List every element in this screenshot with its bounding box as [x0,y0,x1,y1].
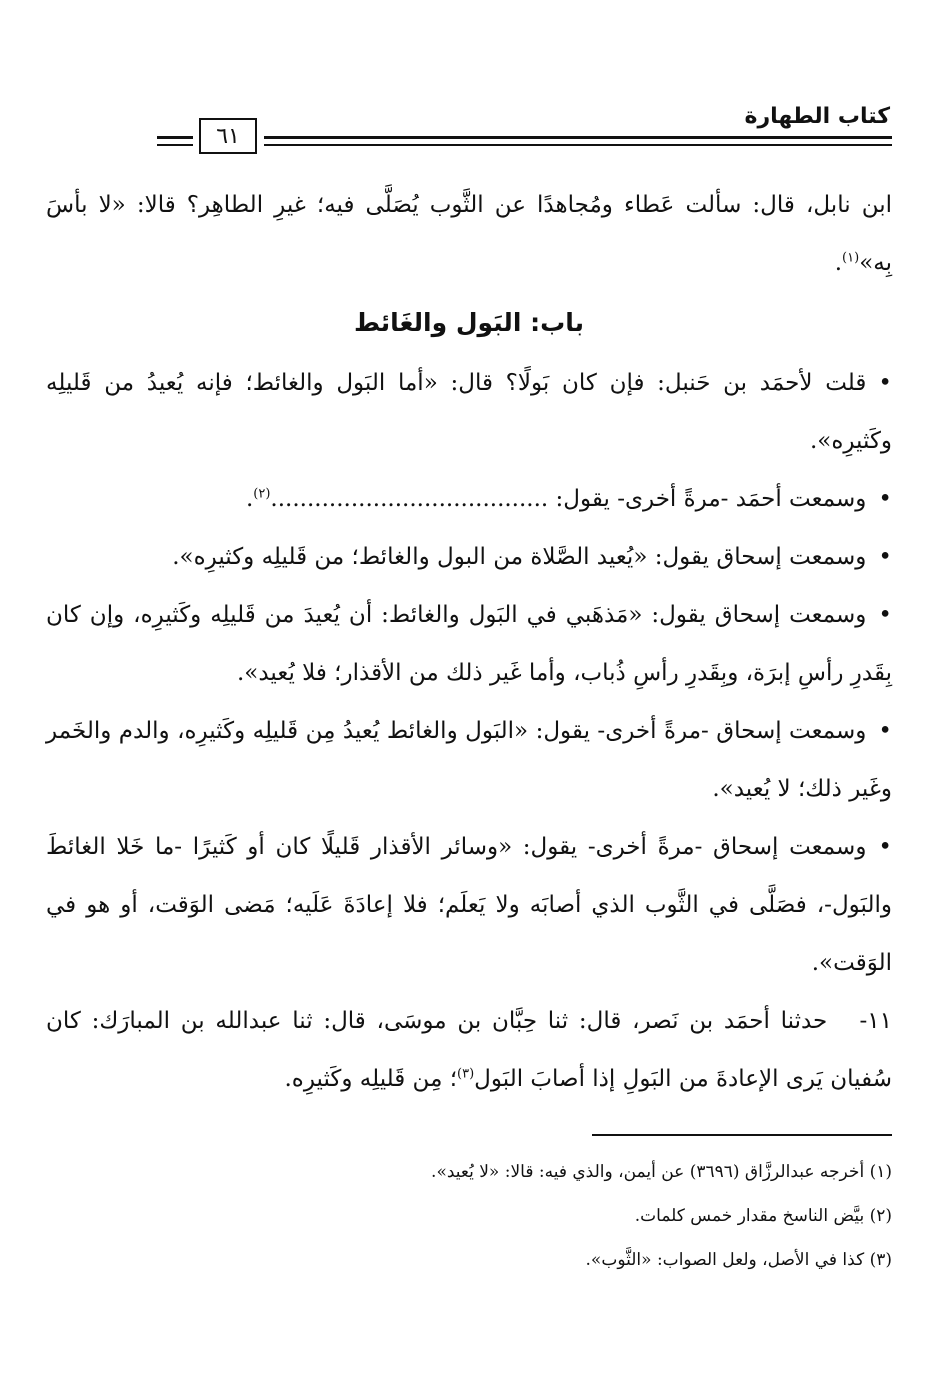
paragraph: ١١- حدثنا أحمَد بن نَصر، قال: ثنا حِبَّان بن موسَى، قال: ثنا عبدالله بن المبارَك: كان سُفيان يَرى الإعادةَ من البَولِ إذا أصابَ البَول$^{(٣)}$؛ مِن قَليلِه وكَثيرِه. [46,1008,892,1092]
paragraph: •وسمعت إسحاق يقول: «مَذهَبي في البَول والغائط: أن يُعيدَ من قَليلِه وكَثيرِه، وإن كان بِقَدرِ رأسِ إبرَة، وبِقَدرِ رأسِ ذُباب، وأما غَير ذلك من الأقذار؛ فلا يُعيد». [46,602,892,686]
bullet-icon: • [878,486,892,512]
bullet-icon: • [878,602,892,628]
section-heading: باب: البَول والغَائط [354,308,584,337]
footnote: (٣) كذا في الأصل، ولعل الصواب: «الثَّوب». [585,1250,892,1270]
footnote-ref: (٢) [253,486,271,502]
bullet-icon: • [878,370,892,396]
main-text [46,176,892,1108]
hadith-number: ١١- [859,1008,892,1034]
paragraph: •قلت لأحمَد بن حَنبل: فإن كان بَولًا؟ قال: «أما البَول والغائط؛ فإنه يُعيدُ من قَليلِه وكَثيرِه». [46,370,892,454]
page-number: ٦١ [199,118,257,154]
footnote-ref: (٣) [457,1066,475,1082]
paragraph: •وسمعت إسحاق يقول: «يُعيد الصَّلاة من البول والغائط؛ من قَليلِه وكثيرِه». [172,544,892,570]
header-rule [264,136,892,139]
footnote-separator [592,1134,892,1136]
paragraph: •وسمعت إسحاق -مرةً أخرى- يقول: «البَول والغائط يُعيدُ مِن قَليلِه وكَثيرِه، والدم والخَمر وغَير ذلك؛ لا يُعيد». [46,718,892,802]
bullet-icon: • [878,544,892,570]
header-rule [264,144,892,146]
paragraph: •وسمعت أحمَد -مرةً أخرى- يقول: ......................................$^{(٢)}$. [245,486,892,512]
header-rule [157,136,193,139]
footnote-ref: (١) [842,250,860,266]
footnotes [46,1150,892,1282]
paragraph: ابن نابل، قال: سألت عَطاء ومُجاهدًا عن الثَّوب يُصَلَّى فيه؛ غيرِ الطاهِر؟ قالا: «لا بأسَ بِه»$^{(١)}$. [46,192,892,276]
paragraph: •وسمعت إسحاق -مرةً أخرى- يقول: «وسائر الأقذار قَليلًا كان أو كَثيرًا -ما خَلا الغائطَ والبَول-، فصَلَّى في الثَّوب الذي أصابَه ولا يَعلَم؛ فلا إعادَةَ عَلَيه؛ مَضى الوَقت، أو هو في الوَقت». [46,834,892,976]
footnote: (١) أخرجه عبدالرزَّاق (٣٦٩٦) عن أيمن، والذي فيه: قالا: «لا يُعيد». [431,1162,892,1182]
footnote: (٢) بيَّض الناسخ مقدار خمس كلمات. [634,1206,892,1226]
bullet-icon: • [878,834,892,860]
running-header-title: كتاب الطهارة [744,104,890,129]
header-rule [157,144,193,146]
bullet-icon: • [878,718,892,744]
